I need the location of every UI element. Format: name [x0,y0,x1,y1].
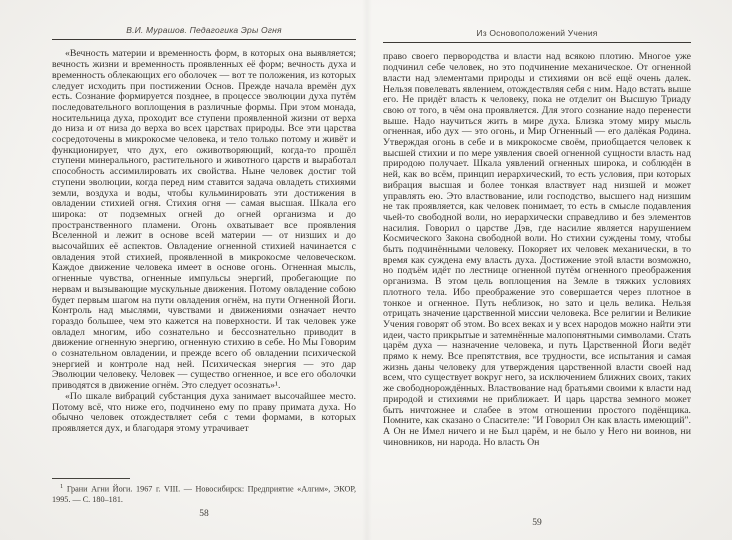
page-number: 59 [532,518,542,528]
right-page [383,0,691,540]
running-head-chapter: Из Основоположений Учения [476,28,598,38]
header-rule [52,39,356,40]
footnote-marker: 1 [60,483,64,490]
footnote-block [52,478,356,504]
left-page-header [52,25,356,40]
footnote-text: Грани Агни Йоги. 1967 г. VIII. — Новосибирск: Предприятие «Алгим», ЭКОР, 1995. — С. 180–181. [52,484,357,504]
running-head-author-title: В.И. Мурашов. Педагогика Эры Огня [126,25,282,35]
footnote [52,482,356,504]
right-page-body [383,52,691,448]
left-page-body [52,49,356,434]
text-paragraph: «По шкале вибраций субстанция духа занимает высочайшее место. Потому всё, что ниже его, подчинено ему по праву примата духа. Но обычно человек отождествляет себя с теми формами, в которых проявляется дух, и благодаря этому утрачивает [52,390,356,434]
footnote-separator [52,478,130,479]
page-number: 58 [199,509,209,519]
page-gutter [362,0,372,540]
text-paragraph: «Вечность материи и временность форм, в которых она выявляется; вечность жизни и временность проявленных её форм; вечность духа и временность облекающих его оболочек — вот те положения, из которых следует исходить при постижении Основ. Прежде начала времён дух есть. Сознание формируется позднее, в процессе эволюции духа путём последовательного воплощения в различные формы. При этом монада, носительница духа, проходит все ступени проявленной жизни от верха до низа и от низа до верха во всех царствах природы. Все эти царства сосредоточены в микрокосме человека, и тело только потому и живёт и функционирует, что дух, его оживотворяющий, когда-то прошёл ступени минерального, растительного и животного царств и выработал способность ассимилировать их свойства. Ныне человек достиг той ступени эволюции, когда перед ним ставится задача овладеть стихиями земли, воздуха и воды, чтобы кульминировать эти достижения в овладении стихией огня. Стихия огня — самая высшая. Шкала его широка: от подземных огней до огней организма и до пространственного пламени. Огонь охватывает все проявления Вселенной и лежит в основе всей материи — от низших и до высочайших её аспектов. Овладение огненной стихией начинается с овладения этой стихией, проявленной в микрокосме человеческом. Каждое движение человека имеет в основе огонь. Огненная мысль, огненные чувства, огненные импульсы энергий, пробегающие по нервам и вызывающие мускульные движения. Потому овладение собою будет первым шагом на пути овладения огнём, на пути Огненной Йоги. Контроль над мыслями, чувствами и движениями означает нечто гораздо большее, чем это кажется на поверхности. И так человек уже овладел многим, ибо сознательно и бессознательно приводит в движение огненную энергию, огненную стихию в себе. Но Мы Говорим о сознательном овладении, и прежде всего об овладении психической энергией и контроле над ней. Психическая энергия — это дар Эволюции человеку. Человек — существо огненное, и все его оболочки приводятся в движение огнём. Это следует осознать»¹. [52,49,356,392]
left-page [52,0,356,540]
right-page-header [383,28,691,43]
text-paragraph: право своего первородства и власти над всякою плотию. Многое уже подчинил себе человек, но это подчинение механическое. От огненной власти над элементами природы и стихиями он всё ещё очень далек. Нельзя повелевать явлением, отождествляя себя с ним. Надо встать выше его. Не придёт власть к человеку, пока не отделит он Высшую Триаду свою от того, в чём она проявляется. Для этого сознание надо перенести выше. Надо научиться жить в мире духа. Близка этому миру мысль огненная, ибо дух — это огонь, и Мир Огненный — его далёкая Родина. Утверждая огонь в себе и в микрокосме своём, приобщается человек к высшей стихии и по мере уявления своей огненной сущности власть над природою получает. Шкала уявлений огненных широка, и соблюдён в ней, как во всём, принцип иерархический, то есть условия, при которых вибрация высшая и более тонкая властвует над низшей и может управлять ею. Это властвование, или господство, высшего над низшим не так проявляется, как человек понимает, то есть в смысле подавления чьей-то свободной воли, но иерархически справедливо и без элементов насилия. Говорил о царстве Дэв, где насилие является нарушением Космического Закона свободной воли. Но стихии суждены тому, чтобы быть подчинёнными человеку. Покоряет их человек механически, в то время как суждена ему власть духа. Достижение этой власти возможно, но подъём идёт по лестнице огненной путём огненного преображения организма. В этом цель воплощения на Земле в тяжких условиях плотного тела. Ибо преображение это совершается через плотное в тонкое и огненное. Путь неблизок, но зато и цель велика. Нельзя отрицать значение царственной миссии человека. Все религии и Великие Учения говорят об этом. Во всех веках и у всех народов можно найти эти идеи, часто прикрытые и затемнённые малопонятными символами. Стать царём духа — назначение человека, и путь Царственной Йоги ведёт прямо к нему. Все препятствия, все трудности, все испытания и самая жизнь даны человеку для утверждения царственной власти своей над всем, что существует вокруг него, за исключением ближних своих, таких же свободнорождённых. Властвование над братьями своими к власти над природой и стихиями не приближает. И царь царства земного может быть ничтожнее и слабее в этом отношении простого подёнщика. Помните, как сказано о Спасителе: "И Говорил Он как власть имеющий". А Он не Имел ничего и не Был царём, и не было у Него ни воинов, ни чиновников, ни народа. Но власть Он [383,51,691,448]
header-rule [383,42,691,43]
